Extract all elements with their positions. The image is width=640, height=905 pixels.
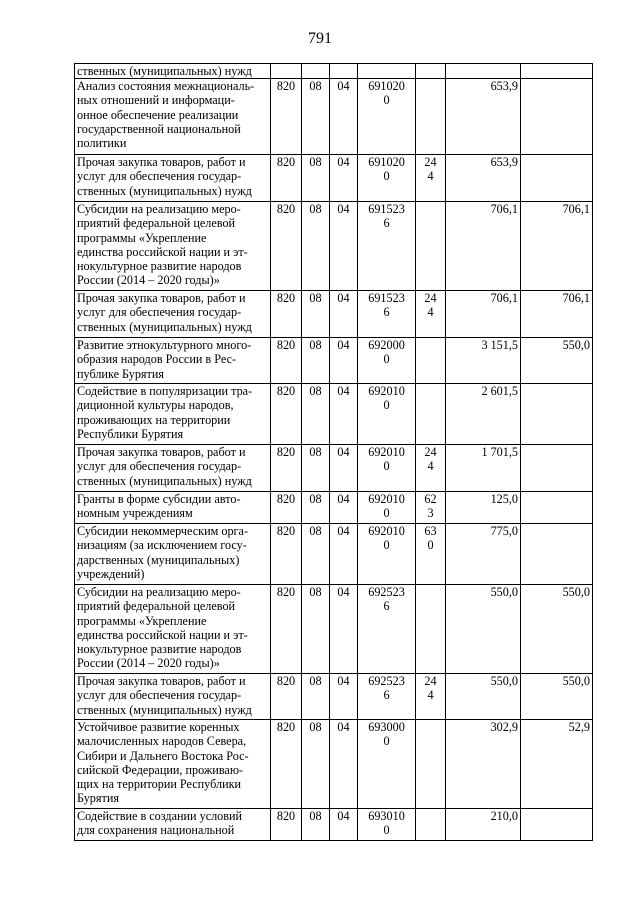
cell-rz: 08: [302, 384, 330, 445]
cell-vr: 24 4: [416, 291, 446, 338]
table-row: [75, 64, 593, 79]
cell-ved: 820: [271, 291, 302, 338]
cell-sum-federal: 550,0: [521, 338, 593, 384]
cell-sum: 125,0: [446, 492, 521, 524]
cell-sum-federal: [521, 384, 593, 445]
cell-rz: [302, 64, 330, 79]
cell-csr: 692523 6: [358, 585, 416, 674]
cell-sum: 653,9: [446, 79, 521, 155]
cell-pr: 04: [330, 524, 358, 585]
cell-name: Прочая закупка товаров, работ и услуг для обеспечения государ- ственных (муниципальных) нужд: [75, 291, 271, 338]
table-row: [75, 291, 593, 338]
table-row: [75, 338, 593, 384]
cell-csr: 692010 0: [358, 524, 416, 585]
cell-sum: 3 151,5: [446, 338, 521, 384]
cell-name: Гранты в форме субсидии авто- номным учреждениям: [75, 492, 271, 524]
cell-vr: 24 4: [416, 155, 446, 202]
cell-rz: 08: [302, 79, 330, 155]
cell-name: Субсидии на реализацию меро- приятий федеральной целевой программы «Укрепление единства российской нации и эт- нокультурное развитие народов России (2014 – 2020 годы)»: [75, 202, 271, 291]
cell-sum-federal: 550,0: [521, 585, 593, 674]
table-row: [75, 202, 593, 291]
table-row: [75, 524, 593, 585]
page-number: 791: [308, 30, 332, 47]
cell-ved: 820: [271, 809, 302, 841]
cell-sum: 1 701,5: [446, 445, 521, 492]
cell-name: Устойчивое развитие коренных малочисленных народов Севера, Сибири и Дальнего Востока Рос- сийской Федерации, проживаю- щих на территории Республики Бурятия: [75, 720, 271, 809]
cell-sum-federal: [521, 492, 593, 524]
cell-ved: 820: [271, 492, 302, 524]
cell-ved: 820: [271, 155, 302, 202]
cell-csr: 692523 6: [358, 674, 416, 720]
cell-rz: 08: [302, 338, 330, 384]
cell-sum-federal: 706,1: [521, 202, 593, 291]
cell-vr: [416, 202, 446, 291]
cell-rz: 08: [302, 155, 330, 202]
cell-name: Содействие в создании условий для сохранения национальной: [75, 809, 271, 841]
cell-sum: 550,0: [446, 585, 521, 674]
cell-pr: 04: [330, 809, 358, 841]
cell-ved: 820: [271, 384, 302, 445]
cell-pr: 04: [330, 155, 358, 202]
cell-sum-federal: [521, 445, 593, 492]
cell-pr: 04: [330, 79, 358, 155]
cell-name: Анализ состояния межнациональ- ных отношений и информаци- онное обеспечение реализации государственной национальной политики: [75, 79, 271, 155]
budget-table: [74, 63, 593, 841]
cell-name: ственных (муниципальных) нужд: [75, 64, 271, 79]
cell-csr: 692000 0: [358, 338, 416, 384]
cell-rz: 08: [302, 492, 330, 524]
cell-sum-federal: [521, 809, 593, 841]
cell-rz: 08: [302, 809, 330, 841]
cell-pr: 04: [330, 202, 358, 291]
cell-name: Прочая закупка товаров, работ и услуг для обеспечения государ- ственных (муниципальных) нужд: [75, 155, 271, 202]
cell-sum-federal: 706,1: [521, 291, 593, 338]
cell-vr: 24 4: [416, 445, 446, 492]
cell-ved: 820: [271, 720, 302, 809]
cell-sum: 775,0: [446, 524, 521, 585]
cell-name: Прочая закупка товаров, работ и услуг для обеспечения государ- ственных (муниципальных) нужд: [75, 445, 271, 492]
cell-ved: 820: [271, 445, 302, 492]
cell-pr: 04: [330, 674, 358, 720]
cell-csr: 692010 0: [358, 445, 416, 492]
cell-ved: 820: [271, 79, 302, 155]
cell-vr: [416, 79, 446, 155]
cell-csr: 691020 0: [358, 79, 416, 155]
cell-csr: 692010 0: [358, 492, 416, 524]
table-row: [75, 674, 593, 720]
table-row: [75, 384, 593, 445]
cell-vr: 63 0: [416, 524, 446, 585]
cell-vr: [416, 809, 446, 841]
cell-pr: 04: [330, 585, 358, 674]
cell-ved: 820: [271, 585, 302, 674]
table-row: [75, 809, 593, 841]
cell-sum: 210,0: [446, 809, 521, 841]
table-row: [75, 585, 593, 674]
cell-rz: 08: [302, 445, 330, 492]
cell-csr: 692010 0: [358, 384, 416, 445]
cell-ved: 820: [271, 524, 302, 585]
cell-pr: 04: [330, 291, 358, 338]
cell-rz: 08: [302, 524, 330, 585]
cell-name: Содействие в популяризации тра- диционной культуры народов, проживающих на территории Республики Бурятия: [75, 384, 271, 445]
cell-sum: 302,9: [446, 720, 521, 809]
cell-name: Развитие этнокультурного много- образия народов России в Рес- публике Бурятия: [75, 338, 271, 384]
cell-rz: 08: [302, 674, 330, 720]
cell-vr: 62 3: [416, 492, 446, 524]
cell-rz: 08: [302, 202, 330, 291]
table-row: [75, 720, 593, 809]
table-row: [75, 79, 593, 155]
cell-csr: [358, 64, 416, 79]
cell-csr: 693000 0: [358, 720, 416, 809]
cell-ved: 820: [271, 202, 302, 291]
cell-sum-federal: [521, 155, 593, 202]
cell-sum: 2 601,5: [446, 384, 521, 445]
table-row: [75, 155, 593, 202]
cell-name: Прочая закупка товаров, работ и услуг для обеспечения государ- ственных (муниципальных) нужд: [75, 674, 271, 720]
cell-sum-federal: 52,9: [521, 720, 593, 809]
cell-sum-federal: [521, 79, 593, 155]
cell-vr: [416, 384, 446, 445]
cell-vr: [416, 720, 446, 809]
cell-sum: [446, 64, 521, 79]
cell-pr: 04: [330, 720, 358, 809]
cell-vr: [416, 585, 446, 674]
table-row: [75, 492, 593, 524]
cell-ved: 820: [271, 338, 302, 384]
table-row: [75, 445, 593, 492]
cell-csr: 691523 6: [358, 202, 416, 291]
cell-pr: 04: [330, 384, 358, 445]
cell-vr: [416, 64, 446, 79]
cell-sum-federal: 550,0: [521, 674, 593, 720]
cell-sum: 550,0: [446, 674, 521, 720]
cell-sum: 653,9: [446, 155, 521, 202]
cell-csr: 693010 0: [358, 809, 416, 841]
cell-rz: 08: [302, 585, 330, 674]
cell-rz: 08: [302, 720, 330, 809]
cell-csr: 691020 0: [358, 155, 416, 202]
cell-vr: [416, 338, 446, 384]
cell-pr: 04: [330, 445, 358, 492]
cell-sum: 706,1: [446, 202, 521, 291]
cell-name: Субсидии на реализацию меро- приятий федеральной целевой программы «Укрепление единства российской нации и эт- нокультурное развитие народов России (2014 – 2020 годы)»: [75, 585, 271, 674]
cell-sum-federal: [521, 524, 593, 585]
cell-csr: 691523 6: [358, 291, 416, 338]
cell-pr: 04: [330, 492, 358, 524]
cell-rz: 08: [302, 291, 330, 338]
cell-pr: [330, 64, 358, 79]
cell-sum: 706,1: [446, 291, 521, 338]
cell-vr: 24 4: [416, 674, 446, 720]
cell-ved: [271, 64, 302, 79]
cell-ved: 820: [271, 674, 302, 720]
cell-sum-federal: [521, 64, 593, 79]
cell-pr: 04: [330, 338, 358, 384]
table-body: [75, 64, 593, 841]
cell-name: Субсидии некоммерческим орга- низациям (за исключением госу- дарственных (муниципальных) учреждений): [75, 524, 271, 585]
